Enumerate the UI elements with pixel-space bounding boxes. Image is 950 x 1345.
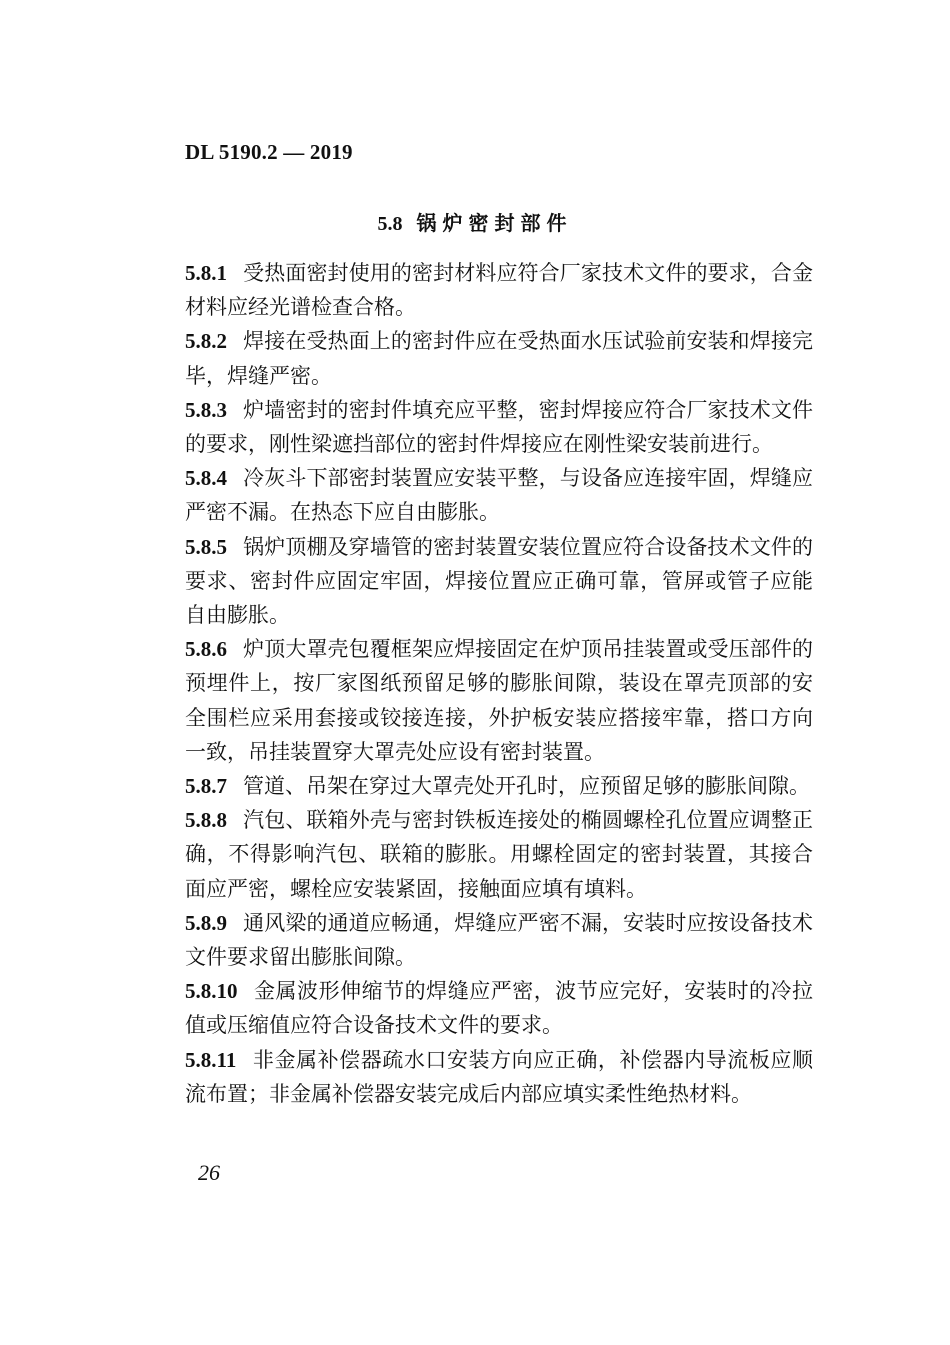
clause-text: 炉顶大罩壳包覆框架应焊接固定在炉顶吊挂装置或受压部件的预埋件上，按厂家图纸预留足够的膨胀间隙，装设在罩壳顶部的安全围栏应采用套接或铰接连接，外护板安装应搭接牢靠，搭口方向一致，吊挂装置穿大罩壳处应设有密封装置。 — [185, 637, 813, 764]
clause-5-8-11 — [185, 1043, 813, 1111]
clause-5-8-10 — [185, 974, 813, 1042]
clause-number: 5.8.5 — [185, 534, 227, 559]
clause-5-8-6 — [185, 632, 813, 769]
clause-text: 炉墙密封的密封件填充应平整，密封焊接应符合厂家技术文件的要求，刚性梁遮挡部位的密封件焊接应在刚性梁安装前进行。 — [185, 397, 813, 457]
clause-text: 受热面密封使用的密封材料应符合厂家技术文件的要求，合金材料应经光谱检查合格。 — [185, 261, 813, 320]
clause-list — [185, 256, 813, 1111]
clause-5-8-3 — [185, 393, 813, 461]
clause-text: 冷灰斗下部密封装置应安装平整，与设备应连接牢固，焊缝应严密不漏。在热态下应自由膨胀。 — [185, 466, 813, 525]
section-number: 5.8 — [377, 213, 403, 235]
clause-number: 5.8.3 — [185, 397, 227, 422]
clause-text: 汽包、联箱外壳与密封铁板连接处的椭圆螺栓孔位置应调整正确，不得影响汽包、联箱的膨胀。用螺栓固定的密封装置，其接合面应严密，螺栓应安装紧固，接触面应填有填料。 — [185, 808, 813, 901]
clause-number: 5.8.6 — [185, 637, 227, 662]
page-number: 26 — [198, 1160, 220, 1185]
clause-text: 锅炉顶棚及穿墙管的密封装置安装位置应符合设备技术文件的要求、密封件应固定牢固，焊接位置应正确可靠，管屏或管子应能自由膨胀。 — [185, 534, 813, 628]
section-name: 锅炉密封部件 — [416, 211, 573, 235]
clause-5-8-1 — [185, 256, 813, 324]
document-code: DL 5190.2 — 2019 — [185, 140, 353, 164]
clause-text: 焊接在受热面上的密封件应在受热面水压试验前安装和焊接完毕，焊缝严密。 — [185, 329, 813, 388]
clause-5-8-7 — [185, 769, 813, 803]
clause-5-8-8 — [185, 803, 813, 906]
clause-number: 5.8.9 — [185, 910, 227, 935]
clause-number: 5.8.10 — [185, 979, 238, 1004]
clause-5-8-4 — [185, 461, 813, 529]
clause-number: 5.8.2 — [185, 329, 227, 354]
clause-number: 5.8.8 — [185, 808, 227, 833]
clause-text: 金属波形伸缩节的焊缝应严密，波节应完好，安装时的冷拉值或压缩值应符合设备技术文件的要求。 — [185, 979, 813, 1038]
clause-text: 非金属补偿器疏水口安装方向应正确，补偿器内导流板应顺流布置；非金属补偿器安装完成后内部应填实柔性绝热材料。 — [185, 1047, 813, 1106]
section-title — [185, 207, 765, 236]
clause-number: 5.8.7 — [185, 774, 227, 799]
clause-5-8-9 — [185, 906, 813, 974]
clause-5-8-5 — [185, 530, 813, 633]
clause-number: 5.8.4 — [185, 466, 227, 491]
clause-5-8-2 — [185, 324, 813, 392]
clause-number: 5.8.11 — [185, 1047, 237, 1072]
clause-number: 5.8.1 — [185, 261, 227, 285]
clause-text: 管道、吊架在穿过大罩壳处开孔时，应预留足够的膨胀间隙。 — [243, 774, 810, 799]
clause-text: 通风梁的通道应畅通，焊缝应严密不漏，安装时应按设备技术文件要求留出膨胀间隙。 — [185, 910, 813, 970]
